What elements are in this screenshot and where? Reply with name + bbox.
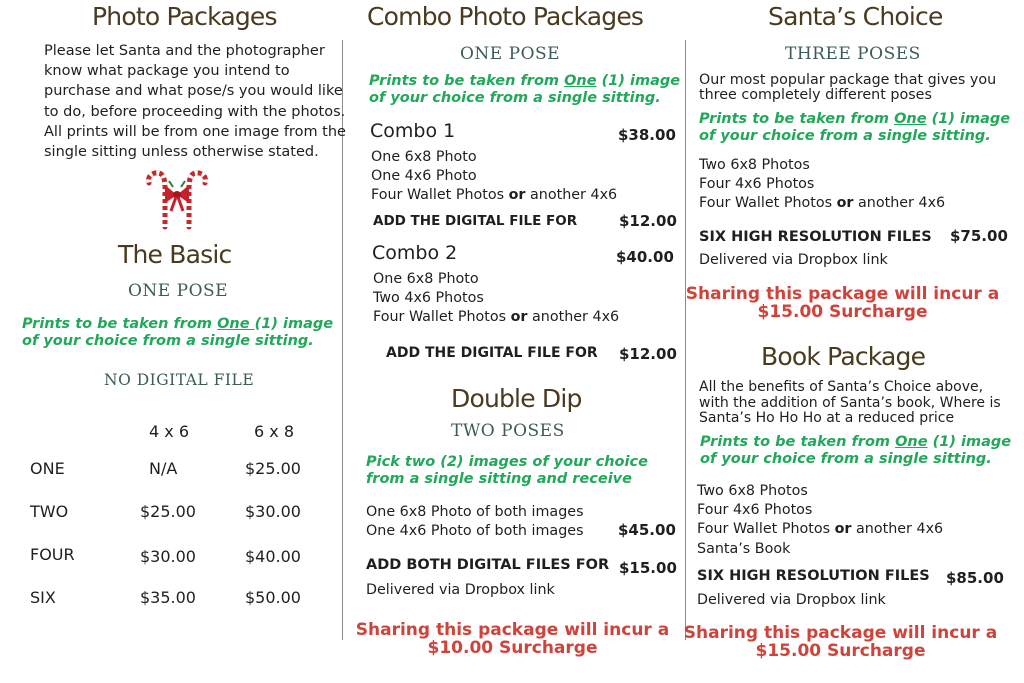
surcharge-line: Sharing this package will incur a [355, 620, 670, 640]
note-text: (1) image of your choice from a single sitting. [700, 434, 1012, 467]
note-text: (1) image of your choice from a single sitting. [369, 73, 681, 106]
candy-cane-icon [143, 165, 211, 231]
list-item: One 6x8 Photo [373, 271, 479, 287]
combo-packages-title: Combo Photo Packages [367, 2, 644, 31]
double-dip-delivery: Delivered via Dropbox link [366, 582, 555, 598]
double-dip-pose: TWO POSES [451, 421, 565, 441]
note-text: (1) image of your choice from a single sitting. [22, 316, 334, 349]
double-dip-surcharge [350, 621, 675, 657]
surcharge-line: $10.00 Surcharge [427, 638, 598, 658]
table-row-label: SIX [30, 588, 56, 607]
combo1-price: $38.00 [618, 126, 676, 144]
no-digital-label: NO DIGITAL FILE [104, 371, 255, 389]
table-row-label: FOUR [30, 545, 75, 564]
intro-line: know what package you intend to [44, 63, 290, 80]
table-row-label: ONE [30, 459, 65, 478]
or-text: or [508, 187, 526, 203]
list-item [371, 186, 617, 205]
list-item: Two 6x8 Photos [697, 483, 808, 499]
list-item: One 4x6 Photo of both images [366, 523, 584, 539]
combo2-items [373, 270, 619, 327]
double-dip-digital-price: $15.00 [619, 559, 677, 577]
surcharge-line: Sharing this package will incur a [685, 284, 1000, 304]
note-text: Prints to be taken from [369, 73, 565, 89]
basic-pose: ONE POSE [128, 281, 229, 301]
or-text: or [834, 521, 852, 537]
combo1-items [371, 148, 617, 205]
note-underline: One [564, 73, 597, 89]
book-package-desc: All the benefits of Santa’s Choice above, with the addition of Santa’s book, Where is Santa’s Ho Ho Ho at a reduced price [699, 379, 1001, 426]
basic-note [22, 316, 337, 350]
note-underline: One [894, 111, 927, 127]
santas-choice-pose: THREE POSES [785, 44, 921, 64]
intro-line: to do, before proceeding with the photos. [44, 103, 346, 120]
note-underline: One [895, 434, 928, 450]
list-item-text: another 4x6 [525, 187, 618, 203]
note-underline: One [217, 316, 255, 332]
list-item [373, 308, 619, 327]
basic-title: The Basic [118, 240, 232, 269]
table-cell: $40.00 [245, 547, 301, 566]
list-item: One 4x6 Photo [371, 168, 477, 184]
combo2-name: Combo 2 [372, 242, 458, 264]
note-text: (1) image of your choice from a single sitting. [699, 111, 1011, 144]
combo2-digital-price: $12.00 [619, 345, 677, 363]
intro-line: All prints will be from one image from the [44, 123, 346, 140]
list-item: One 6x8 Photo [371, 149, 477, 165]
table-row-label: TWO [30, 502, 69, 521]
double-dip-price: $45.00 [618, 521, 676, 539]
note-text: Prints to be taken from [699, 111, 895, 127]
list-item [697, 520, 943, 539]
intro-text [44, 41, 346, 162]
surcharge-line: $15.00 Surcharge [755, 641, 926, 661]
list-item-text: another 4x6 [527, 309, 620, 325]
list-item: Four 4x6 Photos [699, 176, 815, 192]
list-item-text: Four Wallet Photos [371, 187, 509, 203]
double-dip-note: Pick two (2) images of your choice from a single sitting and receive [366, 454, 648, 487]
table-cell: $30.00 [140, 547, 196, 566]
book-package-files-label: SIX HIGH RESOLUTION FILES [697, 568, 930, 584]
table-cell: $25.00 [140, 502, 196, 521]
combo-pose: ONE POSE [460, 44, 561, 64]
surcharge-line: $15.00 Surcharge [757, 302, 928, 322]
double-dip-title: Double Dip [451, 384, 582, 413]
table-header: 6 x 8 [254, 422, 294, 441]
or-text: or [510, 309, 528, 325]
list-item: Four 4x6 Photos [697, 502, 813, 518]
note-text: Prints to be taken from [700, 434, 896, 450]
santas-choice-files-label: SIX HIGH RESOLUTION FILES [699, 229, 932, 245]
list-item-text: another 4x6 [853, 195, 946, 211]
combo-note [369, 73, 684, 107]
santas-choice-desc: Our most popular package that gives you three completely different poses [699, 72, 997, 103]
intro-line: Please let Santa and the photographer [44, 43, 325, 59]
column-divider-right [685, 40, 686, 640]
santas-choice-delivery: Delivered via Dropbox link [699, 252, 888, 268]
or-text: or [836, 195, 854, 211]
santas-choice-title: Santa’s Choice [768, 2, 943, 31]
table-cell: $50.00 [245, 588, 301, 607]
note-text: Prints to be taken from [22, 316, 218, 332]
table-cell: $30.00 [245, 502, 301, 521]
surcharge-line: Sharing this package will incur a [683, 623, 998, 643]
table-cell: N/A [149, 459, 178, 478]
santas-choice-note [699, 111, 1014, 145]
list-item-text: Four Wallet Photos [697, 521, 835, 537]
combo1-name: Combo 1 [370, 120, 456, 142]
combo1-digital-label: ADD THE DIGITAL FILE FOR [373, 213, 578, 229]
double-dip-items [366, 503, 584, 541]
list-item [699, 194, 945, 213]
table-cell: $35.00 [140, 588, 196, 607]
book-package-note [700, 434, 1015, 468]
santas-choice-items [699, 156, 945, 213]
book-package-files-price: $85.00 [946, 569, 1004, 587]
list-item: Santa’s Book [697, 541, 791, 557]
combo2-price: $40.00 [616, 248, 674, 266]
list-item: One 6x8 Photo of both images [366, 504, 584, 520]
combo2-digital-label: ADD THE DIGITAL FILE FOR [386, 345, 598, 361]
book-package-surcharge [683, 624, 998, 660]
santas-choice-surcharge [685, 285, 1000, 321]
list-item: Two 4x6 Photos [373, 290, 484, 306]
list-item: Two 6x8 Photos [699, 157, 810, 173]
list-item-text: Four Wallet Photos [373, 309, 511, 325]
intro-line: single sitting unless otherwise stated. [44, 144, 319, 161]
double-dip-digital-label: ADD BOTH DIGITAL FILES FOR [366, 557, 610, 573]
intro-line: purchase and what pose/s you would like [44, 83, 343, 100]
combo1-digital-price: $12.00 [619, 212, 677, 230]
list-item-text: another 4x6 [851, 521, 944, 537]
list-item-text: Four Wallet Photos [699, 195, 837, 211]
table-cell: $25.00 [245, 459, 301, 478]
table-header: 4 x 6 [149, 422, 189, 441]
book-package-title: Book Package [761, 342, 926, 371]
photo-packages-title: Photo Packages [92, 2, 277, 31]
santas-choice-files-price: $75.00 [950, 227, 1008, 245]
book-package-items [697, 482, 943, 559]
book-package-delivery: Delivered via Dropbox link [697, 592, 886, 608]
